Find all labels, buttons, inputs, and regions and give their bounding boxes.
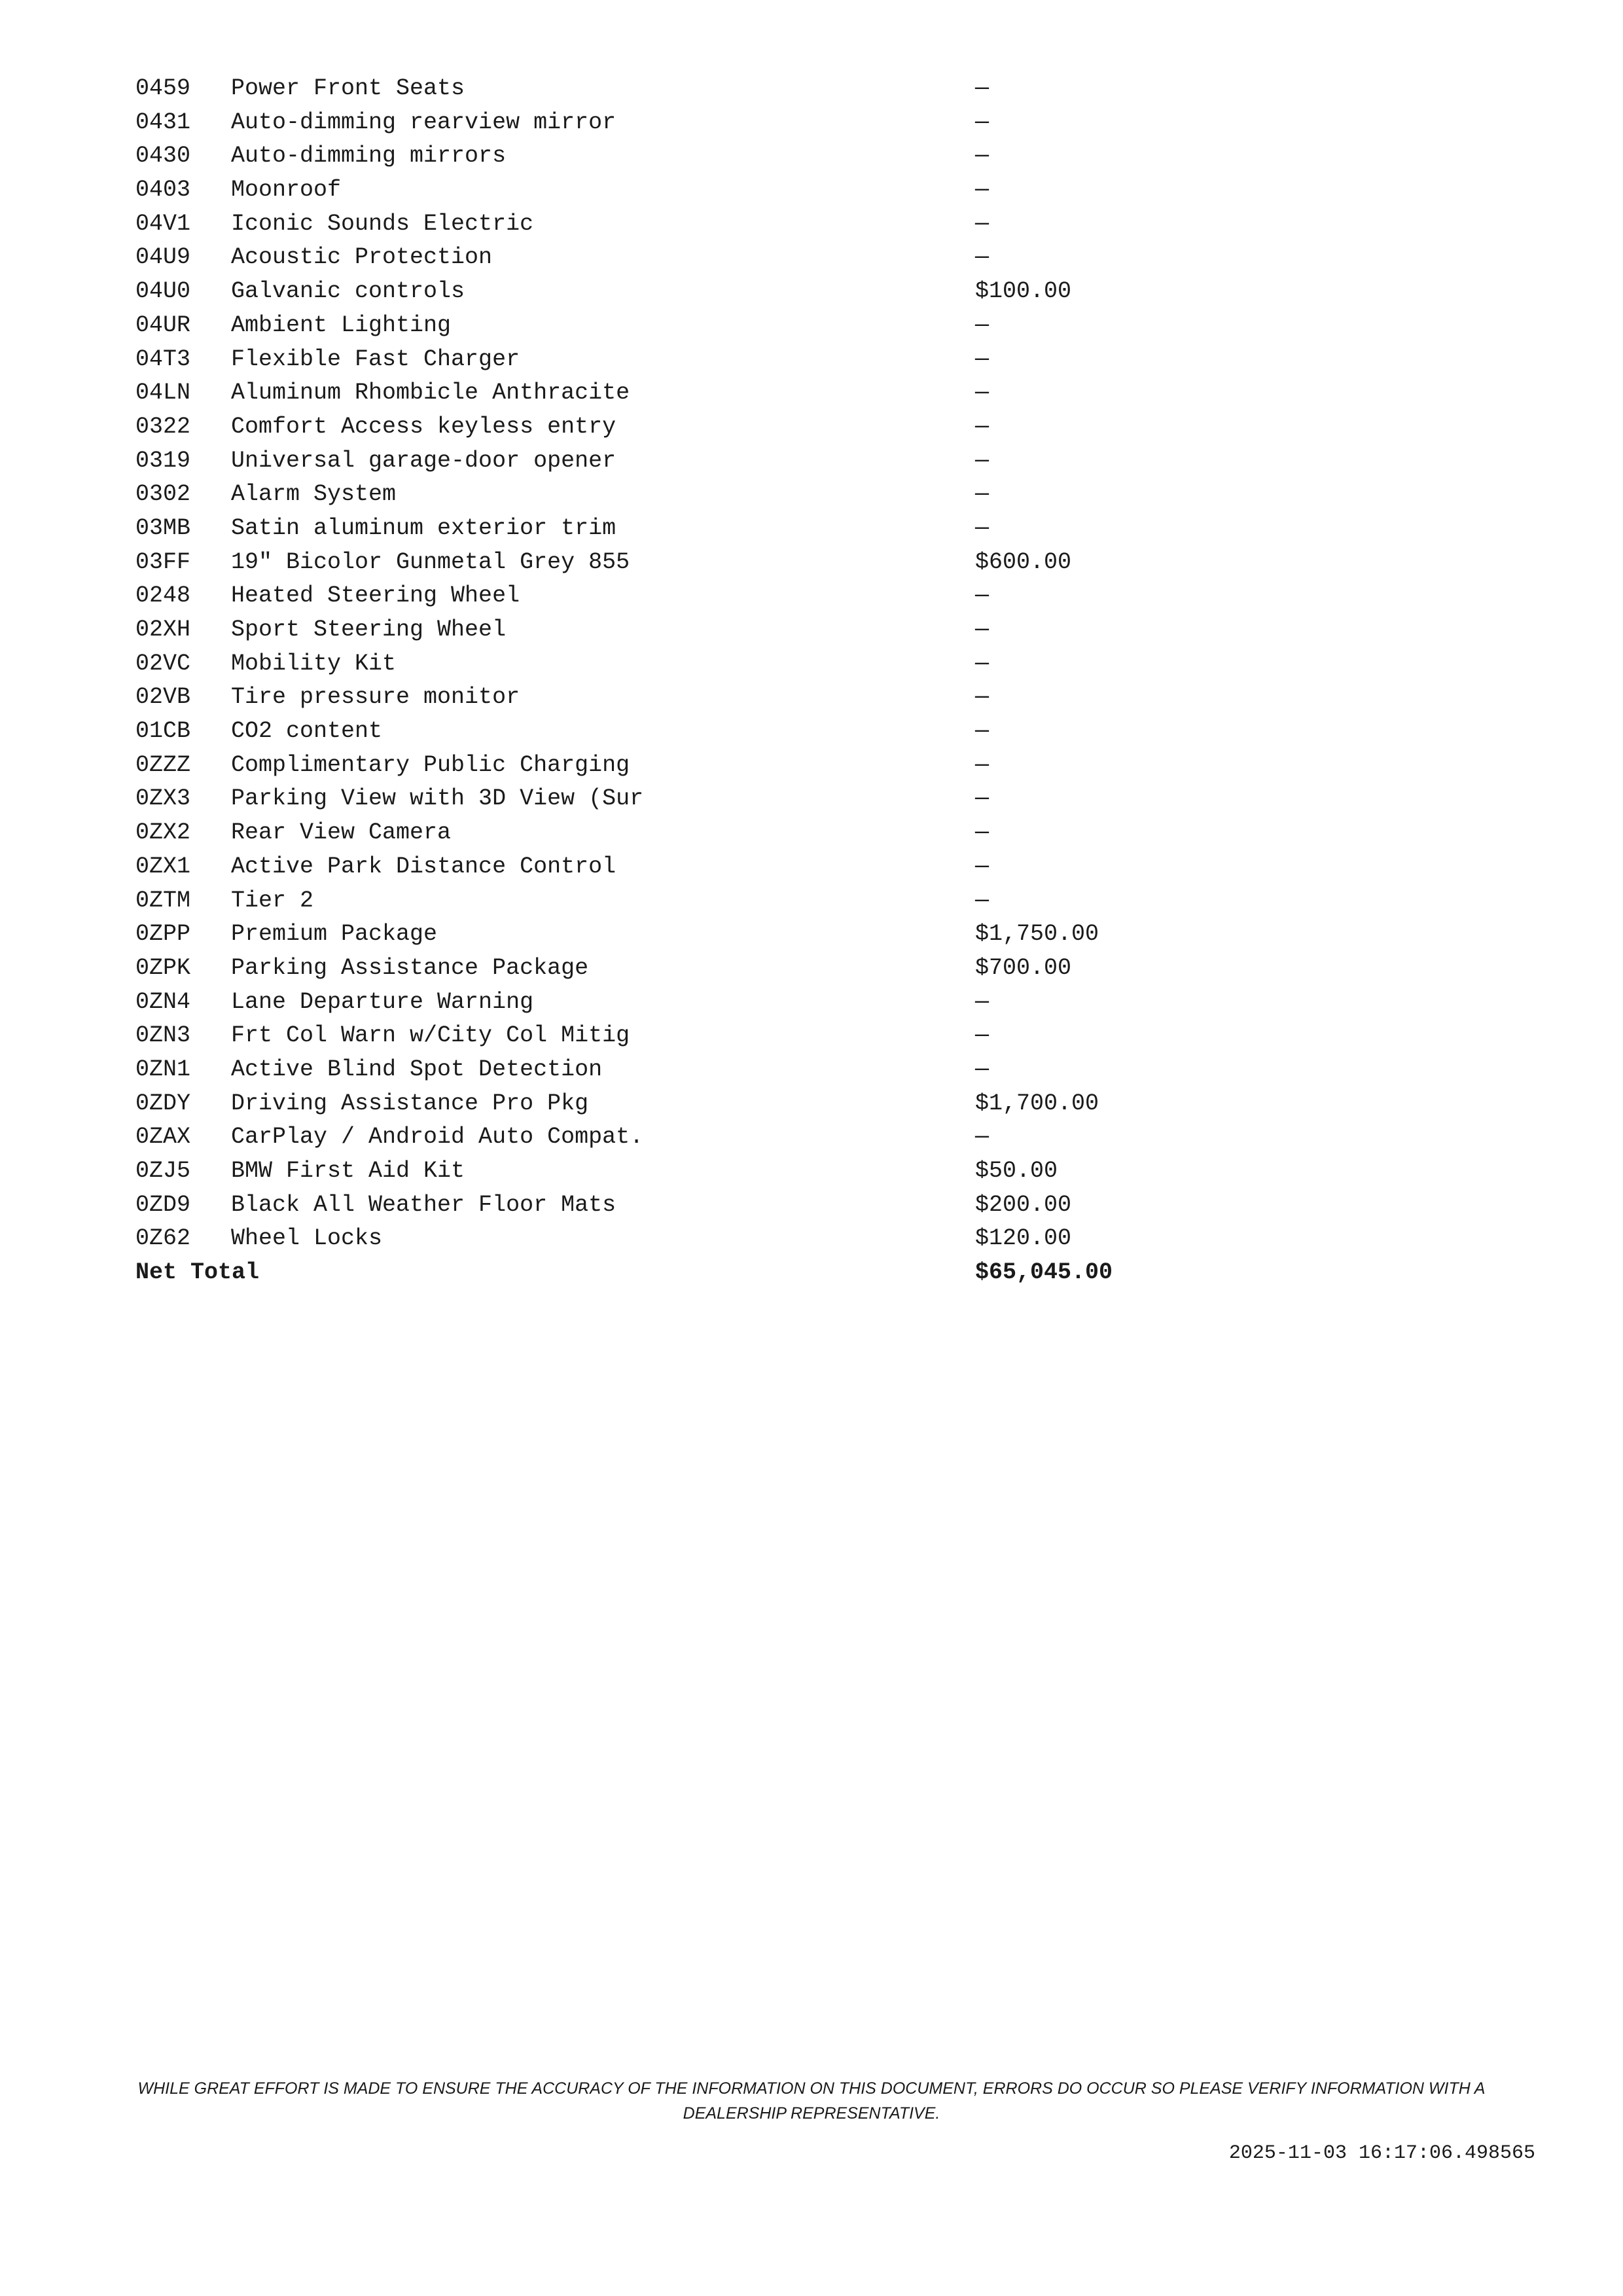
options-table (135, 72, 1183, 1290)
option-description: Heated Steering Wheel (231, 583, 520, 609)
option-price: — (975, 1022, 990, 1049)
option-row (135, 139, 1183, 173)
option-code: 0ZPK (135, 954, 191, 981)
option-row (135, 816, 1183, 850)
option-description: Active Park Distance Control (231, 853, 616, 880)
option-description: Tier 2 (231, 887, 314, 914)
option-description: Driving Assistance Pro Pkg (231, 1090, 589, 1117)
option-code: 0403 (135, 177, 191, 204)
option-code: 0ZN4 (135, 988, 191, 1015)
option-description: Auto-dimming rearview mirror (231, 109, 616, 135)
option-description: Frt Col Warn w/City Col Mitig (231, 1022, 630, 1049)
option-description: Tire pressure monitor (231, 684, 520, 711)
option-price: — (975, 853, 990, 880)
option-price: $600.00 (975, 548, 1072, 575)
option-price: — (975, 887, 990, 914)
option-description: Universal garage-door opener (231, 447, 616, 474)
option-code: 0319 (135, 447, 191, 474)
option-code: 02XH (135, 617, 191, 643)
option-code: 04T3 (135, 346, 191, 372)
option-code: 04V1 (135, 210, 191, 237)
option-row (135, 647, 1183, 681)
option-description: Sport Steering Wheel (231, 617, 507, 643)
option-code: 0ZTM (135, 887, 191, 914)
option-description: Complimentary Public Charging (231, 751, 630, 778)
option-price: — (975, 447, 990, 474)
option-row (135, 1189, 1183, 1223)
option-row (135, 106, 1183, 140)
option-row (135, 343, 1183, 377)
option-code: 0302 (135, 481, 191, 508)
option-code: 0Z62 (135, 1225, 191, 1252)
option-price: — (975, 143, 990, 170)
option-row (135, 782, 1183, 816)
option-description: Premium Package (231, 921, 438, 948)
option-row (135, 1222, 1183, 1256)
option-code: 03MB (135, 514, 191, 541)
option-row (135, 579, 1183, 613)
option-code: 0ZAX (135, 1124, 191, 1151)
option-code: 04UR (135, 312, 191, 338)
option-row (135, 884, 1183, 918)
option-price: — (975, 481, 990, 508)
option-description: Black All Weather Floor Mats (231, 1191, 616, 1218)
option-description: Galvanic controls (231, 278, 465, 305)
option-price: — (975, 75, 990, 101)
option-description: Parking View with 3D View (Sur (231, 785, 644, 812)
option-code: 0322 (135, 413, 191, 440)
option-row (135, 478, 1183, 512)
option-row (135, 444, 1183, 478)
option-description: Satin aluminum exterior trim (231, 514, 616, 541)
option-price: $200.00 (975, 1191, 1072, 1218)
option-description: CO2 content (231, 718, 383, 745)
option-price: $120.00 (975, 1225, 1072, 1252)
option-price: — (975, 413, 990, 440)
option-price: — (975, 514, 990, 541)
option-code: 0ZZZ (135, 751, 191, 778)
net-total-value: $65,045.00 (975, 1259, 1113, 1286)
option-description: Alarm System (231, 481, 397, 508)
option-description: Active Blind Spot Detection (231, 1056, 603, 1083)
net-total-label: Net Total (135, 1259, 260, 1286)
option-code: 0ZX3 (135, 785, 191, 812)
option-description: Auto-dimming mirrors (231, 143, 507, 170)
option-description: Rear View Camera (231, 819, 452, 846)
option-description: Power Front Seats (231, 75, 465, 101)
option-price: — (975, 819, 990, 846)
option-row (135, 1019, 1183, 1053)
option-code: 0430 (135, 143, 191, 170)
option-row (135, 952, 1183, 986)
option-price: — (975, 210, 990, 237)
option-row (135, 986, 1183, 1020)
option-code: 0ZX2 (135, 819, 191, 846)
option-code: 01CB (135, 718, 191, 745)
option-row (135, 241, 1183, 275)
option-code: 0ZX1 (135, 853, 191, 880)
option-price: — (975, 177, 990, 204)
option-price: — (975, 583, 990, 609)
option-code: 0431 (135, 109, 191, 135)
option-row (135, 1155, 1183, 1189)
option-code: 03FF (135, 548, 191, 575)
option-description: Ambient Lighting (231, 312, 452, 338)
option-description: BMW First Aid Kit (231, 1158, 465, 1184)
option-price: — (975, 109, 990, 135)
option-description: Comfort Access keyless entry (231, 413, 616, 440)
option-description: Flexible Fast Charger (231, 346, 520, 372)
option-row (135, 72, 1183, 106)
option-row (135, 207, 1183, 242)
option-row (135, 275, 1183, 309)
option-row (135, 715, 1183, 749)
option-price: — (975, 1124, 990, 1151)
option-row (135, 309, 1183, 343)
option-description: Iconic Sounds Electric (231, 210, 534, 237)
option-price: $1,750.00 (975, 921, 1099, 948)
disclaimer-text: WHILE GREAT EFFORT IS MADE TO ENSURE THE ACCURACY OF THE INFORMATION ON THIS DOCUMENT, ERRORS DO OCCUR SO PLEASE VERIFY INFORMATION WITH A DEALERSHIP REPRESENTATIVE. (137, 2079, 1486, 2123)
net-total-row (135, 1256, 1183, 1290)
option-price: — (975, 1056, 990, 1083)
option-description: Moonroof (231, 177, 342, 204)
option-row (135, 918, 1183, 952)
option-code: 0ZD9 (135, 1191, 191, 1218)
option-price: — (975, 751, 990, 778)
option-row (135, 1087, 1183, 1121)
option-code: 04LN (135, 380, 191, 406)
option-row (135, 410, 1183, 444)
option-price: — (975, 785, 990, 812)
option-price: $700.00 (975, 954, 1072, 981)
timestamp: 2025-11-03 16:17:06.498565 (1228, 2142, 1535, 2164)
option-price: — (975, 718, 990, 745)
option-price: $50.00 (975, 1158, 1058, 1184)
option-code: 0248 (135, 583, 191, 609)
option-row (135, 512, 1183, 546)
option-price: — (975, 312, 990, 338)
option-code: 04U9 (135, 244, 191, 271)
option-description: Wheel Locks (231, 1225, 383, 1252)
option-price: — (975, 617, 990, 643)
option-row (135, 173, 1183, 207)
option-price: — (975, 988, 990, 1015)
option-code: 0ZJ5 (135, 1158, 191, 1184)
option-code: 02VB (135, 684, 191, 711)
option-code: 0ZN1 (135, 1056, 191, 1083)
option-description: 19" Bicolor Gunmetal Grey 855 (231, 548, 630, 575)
option-price: — (975, 650, 990, 677)
option-description: Aluminum Rhombicle Anthracite (231, 380, 630, 406)
option-code: 0ZN3 (135, 1022, 191, 1049)
option-description: Mobility Kit (231, 650, 397, 677)
option-code: 0ZDY (135, 1090, 191, 1117)
option-price: — (975, 244, 990, 271)
option-row (135, 376, 1183, 410)
option-code: 0ZPP (135, 921, 191, 948)
option-code: 02VC (135, 650, 191, 677)
option-rows (135, 72, 1183, 1256)
option-price: — (975, 684, 990, 711)
option-description: Lane Departure Warning (231, 988, 534, 1015)
option-row (135, 546, 1183, 580)
option-price: $1,700.00 (975, 1090, 1099, 1117)
option-price: — (975, 380, 990, 406)
option-row (135, 1121, 1183, 1155)
option-price: — (975, 346, 990, 372)
option-row (135, 749, 1183, 783)
option-description: CarPlay / Android Auto Compat. (231, 1124, 644, 1151)
option-code: 0459 (135, 75, 191, 101)
option-row (135, 681, 1183, 715)
option-price: $100.00 (975, 278, 1072, 305)
option-row (135, 613, 1183, 647)
option-description: Parking Assistance Package (231, 954, 589, 981)
option-description: Acoustic Protection (231, 244, 493, 271)
option-code: 04U0 (135, 278, 191, 305)
option-row (135, 850, 1183, 884)
option-row (135, 1053, 1183, 1087)
